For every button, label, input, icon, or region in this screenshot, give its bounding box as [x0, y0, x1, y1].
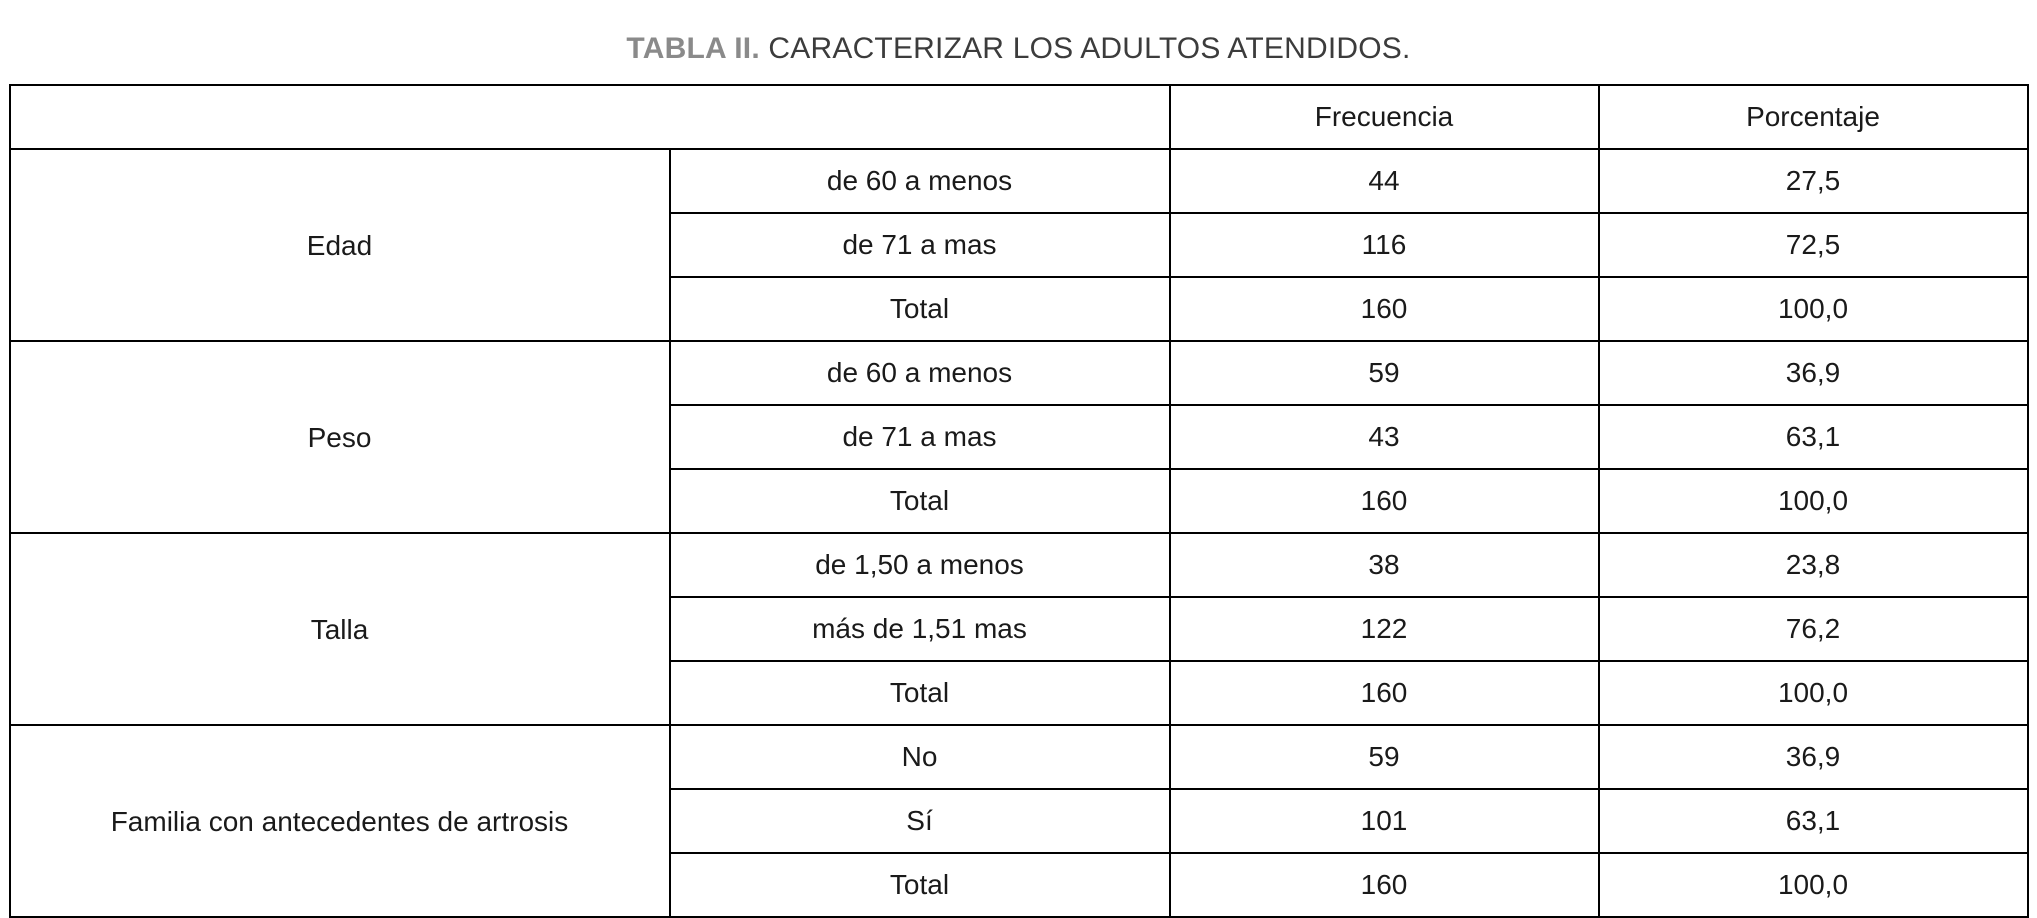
percentage-cell: 100,0 — [1599, 469, 2028, 533]
category-cell: de 60 a menos — [670, 149, 1170, 213]
frequency-cell: 160 — [1170, 277, 1599, 341]
frequency-cell: 122 — [1170, 597, 1599, 661]
table-caption-text: CARACTERIZAR LOS ADULTOS ATENDIDOS. — [768, 32, 1411, 65]
category-cell: de 71 a mas — [670, 213, 1170, 277]
header-frecuencia: Frecuencia — [1170, 85, 1599, 149]
percentage-cell: 27,5 — [1599, 149, 2028, 213]
category-cell: de 60 a menos — [670, 341, 1170, 405]
frequency-cell: 101 — [1170, 789, 1599, 853]
category-cell: Sí — [670, 789, 1170, 853]
percentage-cell: 63,1 — [1599, 405, 2028, 469]
table-row — [10, 149, 2028, 213]
header-porcentaje: Porcentaje — [1599, 85, 2028, 149]
category-cell: de 71 a mas — [670, 405, 1170, 469]
table-row — [10, 341, 2028, 405]
group-label-familia-antecedentes: Familia con antecedentes de artrosis — [10, 725, 670, 917]
frequency-cell: 59 — [1170, 341, 1599, 405]
category-cell: de 1,50 a menos — [670, 533, 1170, 597]
frequency-cell: 160 — [1170, 853, 1599, 917]
frequency-cell: 116 — [1170, 213, 1599, 277]
table-header — [10, 85, 2028, 149]
category-cell: Total — [670, 277, 1170, 341]
frequency-cell: 160 — [1170, 469, 1599, 533]
frequency-cell: 44 — [1170, 149, 1599, 213]
table-number-label: TABLA II. — [626, 32, 760, 65]
frequency-cell: 43 — [1170, 405, 1599, 469]
category-cell: Total — [670, 853, 1170, 917]
percentage-cell: 72,5 — [1599, 213, 2028, 277]
table-header-row — [10, 85, 2028, 149]
frequency-cell: 160 — [1170, 661, 1599, 725]
table-row — [10, 725, 2028, 789]
group-label-edad: Edad — [10, 149, 670, 341]
header-blank — [10, 85, 1170, 149]
percentage-cell: 100,0 — [1599, 277, 2028, 341]
percentage-cell: 63,1 — [1599, 789, 2028, 853]
page-title — [0, 0, 2037, 84]
category-cell: Total — [670, 661, 1170, 725]
category-cell: Total — [670, 469, 1170, 533]
category-cell: No — [670, 725, 1170, 789]
percentage-cell: 100,0 — [1599, 853, 2028, 917]
percentage-cell: 36,9 — [1599, 341, 2028, 405]
percentage-cell: 100,0 — [1599, 661, 2028, 725]
table-body — [10, 149, 2028, 917]
characterization-table — [9, 84, 2029, 918]
frequency-cell: 59 — [1170, 725, 1599, 789]
percentage-cell: 23,8 — [1599, 533, 2028, 597]
table-row — [10, 533, 2028, 597]
category-cell: más de 1,51 mas — [670, 597, 1170, 661]
frequency-cell: 38 — [1170, 533, 1599, 597]
group-label-talla: Talla — [10, 533, 670, 725]
percentage-cell: 36,9 — [1599, 725, 2028, 789]
group-label-peso: Peso — [10, 341, 670, 533]
percentage-cell: 76,2 — [1599, 597, 2028, 661]
